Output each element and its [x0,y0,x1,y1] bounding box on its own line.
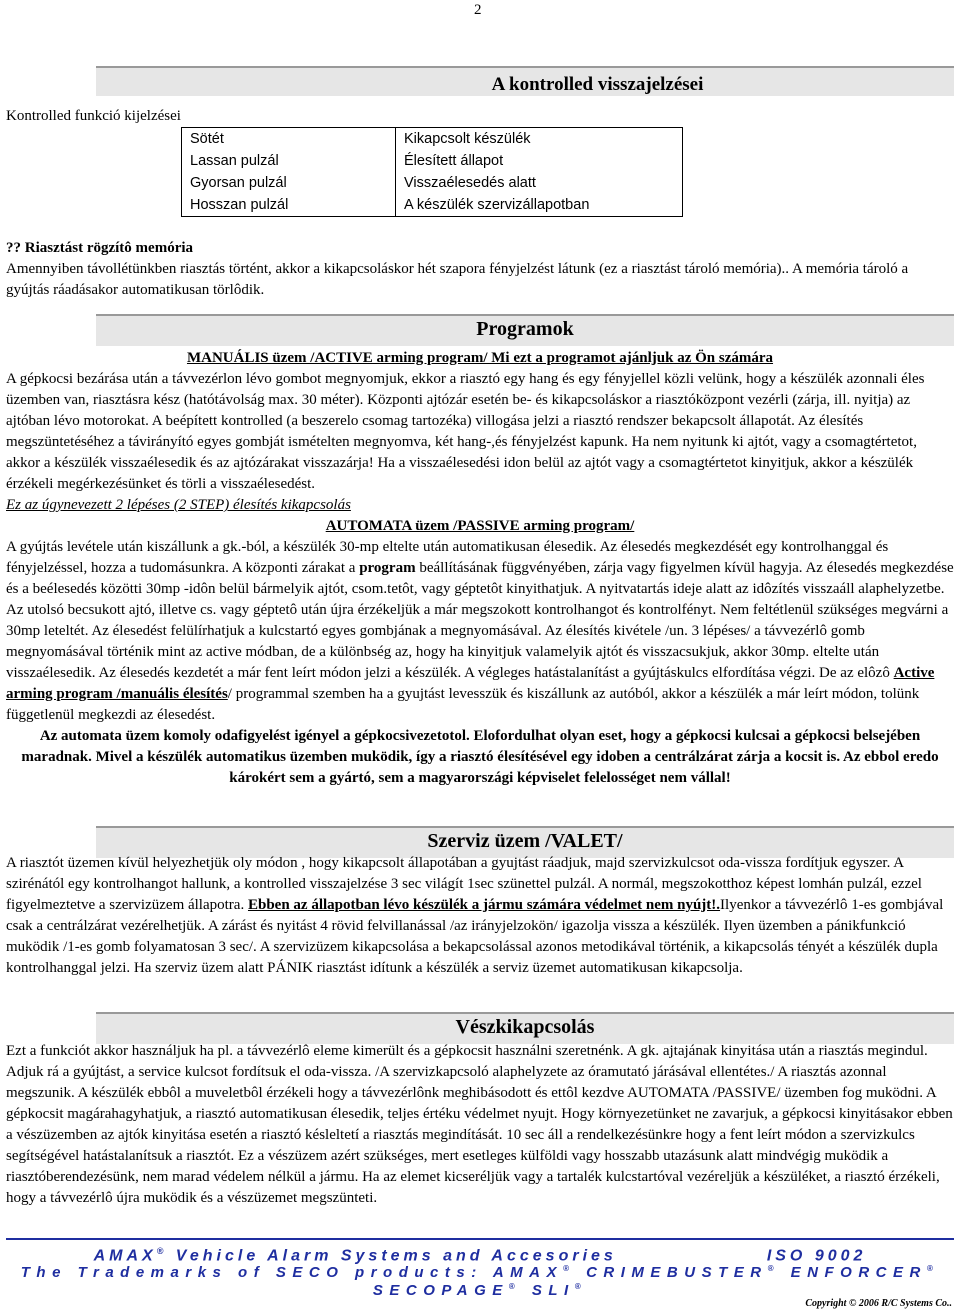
signal-meaning: Élesített állapot [396,150,683,172]
table-row [182,172,683,194]
control-label: Kontrolled funkció kijelzései [6,108,181,124]
signal-state: Lassan pulzál [182,150,396,172]
memory-section [6,238,954,301]
footer-divider [6,1238,954,1240]
signal-state: Hosszan pulzál [182,194,396,217]
memory-text: Amennyiben távollétünkben riasztás történt, akkor a kikapcsoláskor hét szapora fényjelzést látunk (ez a riasztást tároló memória).. A memória tároló a gyújtás ráadásakor automatikusan törlôdik. [6,261,909,298]
service-text: Ilyenkor a távvezérlô 1-es gombjával csak a centrálzárat vezérelhetjük. A zárást és nyitást 4 rövid felvillanással /az irányjelzokön/ igazolja vissza a készülék. Ilyen üzemben a pánikfunkció muködik /1-es gomb folyamatosan 3 sec/. A szervizüzem kikapcsolása a bekapcsolással azonos metodikával történik, a kikapcsolás tényét a készülék dupla kontrolhanggal jelzi. Ha szerviz üzem alatt PÁNIK riasztást idítunk a készülék a serviz üzemet automatikusan kikapcsolja. [6,897,944,976]
emergency-title: Vészkikapcsolás [455,1016,595,1038]
table-row [182,128,683,151]
manual-text: A gépkocsi bezárása után a távvezérlon lévo gombot megnyomjuk, ekkor a riasztó egy hang és egy fényjellel közli velünk, hogy a készülék azonnali éles üzemben van, riasztásra kész (hatótávolság max. 30 méter). Központi ajtózár esetén be- és kikapcsoláskor a riasztóközpont vezérli (zárja, ill. nyitja) az ajtóban lévo motorokat. A beépített kontrolled (a beszerelo csomag tartozéka) villogása jelzi a riasztó rendszer bekapcsolt állapotát. Az élesítés megszüntetéséhez a távirányító egyes gombját ismételten megnyomva, két hang-,és fényjelzést kapunk. Ha nem nyitunk ki ajtót, vagy a csomagtértetot, akkor a készülék visszaélesedik és az ajtózárakat visszazárja! Ha a visszaélesedési idon belül az ajtót vagy a csomagtértetot kinyitjuk, akkor a készülék érzékeli megérkezésünket és törli a visszaélesedést. [6,371,925,492]
signal-meaning: Visszaélesedés alatt [396,172,683,194]
page-number: 2 [474,2,482,18]
signal-state: Gyorsan pulzál [182,172,396,194]
auto-text-part: beállításának függvényében, zárja vagy figyelmen kívül hagyja. Az élesedés megkezdése és a beélesedés közötti 30mp -idôn belül bármelyik ajtót, csom.tetôt, vagy géptetôt kinyithatjuk. A nyitvatartás ideje alatt az idôzítés visszaáll alaphelyzetbe. Az utolsó becsukott ajtó, illetve cs. vagy géptetô után újra érzékeljük a már megszokott kontrolhangot és kontrolfényt. Nem feltétlenül szükséges megvárni a 30mp leteltét. Az élesedést felülírhatjuk a kulcstartó egyes gombjának a megnyomásával. Az élesítés kivétele /un. 3 lépéses/ a távvezérlô gomb megnyomásával történik mint az active módban, de a különbség az, hogy ha kinyitjuk valamelyik ajtót és visszacsukjuk, akkor 30mp. eltelte után visszaélesedik. Az élesedés kezdetét a már fent leírt módon jelzi a készülék. A végleges hatástalanítást a gyújtáskulcs elfordítása végzi. De az elôzô [6,560,954,681]
footer-brand: AMAX [93,1247,157,1265]
footer-line-2: The Trademarks of SECO products: AMAX® CRIMEBUSTER® ENFORCER® [20,1264,940,1281]
signal-table [181,127,683,217]
manual-heading: MANUÁLIS üzem /ACTIVE arming program/ Mi ezt a programot ajánljuk az Ön számára [186,350,774,366]
table-row [182,194,683,217]
two-step-note: Ez az úgynevezett 2 lépéses (2 STEP) élesítés kikapcsolás [6,497,351,513]
auto-text [6,537,954,726]
footer-iso: ISO 9002 [766,1247,867,1265]
warning-text: Az automata üzem komoly odafigyelést igényel a gépkocsivezetotol. Elofordulhat olyan eset, hogy a gépkocsi kulcsai a gépkocsi belsejében maradnak. Mivel a készülék automatikus üzemben muködik, így a riasztó élesítésével egy idoben a centrálzárat zárja a kocsit is. Az ebbol eredo károkért sem a gyártó, sem a magyarországi képviselet felelosséget nem vállal! [21,728,939,786]
service-warning: Ebben az állapotban lévo készülék a jármu számára védelmet nem nyújt!. [247,897,721,913]
copyright: Copyright © 2006 R/C Systems Co.. [805,1298,952,1309]
auto-text-part: / programmal szemben ha a gyujtást levesszük és kiszállunk az autóból, akkor a készülék a már leírt módon, tolünk függetlenül megkezdi az élesedést. [6,686,920,723]
service-title: Szerviz üzem /VALET/ [427,830,623,852]
programs-section [6,348,954,789]
footer-line-3: SECOPAGE® SLI® [372,1282,588,1299]
signal-state: Sötét [182,128,396,151]
service-text: A riasztót üzemen kívül helyezhetjük oly módon , hogy kikapcsolt állapotában a gyujtást ráadjuk, majd szervizkulcsot oda-vissza fordítjuk egyszer. A szirénától egy kontrolhangot hallunk, a kontrolled visszajelzése 3 sec világít 1sec szünettel pulzál. A normál, megszokotthoz képest lomhán pulzál, ezzel figyelmeztetve a szervizüzem állapotra. [6,855,922,913]
table-row [182,150,683,172]
signal-meaning: A készülék szervizállapotban [396,194,683,217]
page-title: A kontrolled visszajelzései [491,74,704,95]
auto-bold-word: program [359,560,416,576]
auto-text-part: A gyújtás levétele után kiszállunk a gk.-ból, a készülék 30-mp eltelte után automatikusan élesedik. Az élesedés megkezdését egy kontrolhanggal és fényjelzéssel, hozza a tudomásunkra. A központi zárakat a [6,539,889,576]
emergency-text: Ezt a funkciót akkor használjuk ha pl. a távvezérlô eleme kimerült és a gépkocsit használni szeretnénk. A gk. ajtajának kinyitása után a riasztás megindul. Adjuk rá a gyújtást, a service kulcsot fordítsuk el oda-vissza. /A szervizkapcsoló alaphelyzete az óramutató járásával ellentétes./ A riasztás azonnal megszunik. A készülék ebbôl a muveletbôl érzékeli hogy a távvezérlônk meghibásodott és ettôl kezdve AUTOMATA /PASSIVE/ üzemben fog muködni. A gépkocsit magárahagyhatjuk, a riasztó automatikusan élesedik, teljes értéku védelmet nyujt. Hogy környezetünket ne zavarjuk, a gépkocsi kinyitásakor ebben a vészüzemben az ajtók kinyitása esetén a riasztó késleltetí a riasztás megindítását. 10 sec áll a rendelkezésünkre hogy a fent leírt módon a szervizkulcs segítségével hatástalanítsuk a riasztót. Ez a vészüzem azért szükséges, mert esetleges külföldi vagy hosszabb utazásunk alatt mindvégig muködik a riasztóberendezésünk, nem marad védelem nélkül a jármu. Ha az elemet kicseréljük vagy a tartalék kulcstartóval vezéreljük a készüléket, a riasztó érzékeli, hogy a távvezérlô újra muködik és a vészüzemet megszünteti. [6,1043,953,1206]
active-arming-reference: Active arming program /manuális élesítés [6,665,935,702]
footer-tagline: Vehicle Alarm Systems and Accesories [167,1247,617,1265]
signal-meaning: Kikapcsolt készülék [396,128,683,151]
auto-heading: AUTOMATA üzem /PASSIVE arming program/ [325,518,635,534]
emergency-section [6,1041,954,1209]
memory-heading: ?? Riasztást rögzítô memória [6,240,194,256]
footer-line-1: AMAX® Vehicle Alarm Systems and Accesories ISO 9002 [93,1246,867,1265]
service-section [6,853,954,979]
programs-title: Programok [476,318,574,340]
